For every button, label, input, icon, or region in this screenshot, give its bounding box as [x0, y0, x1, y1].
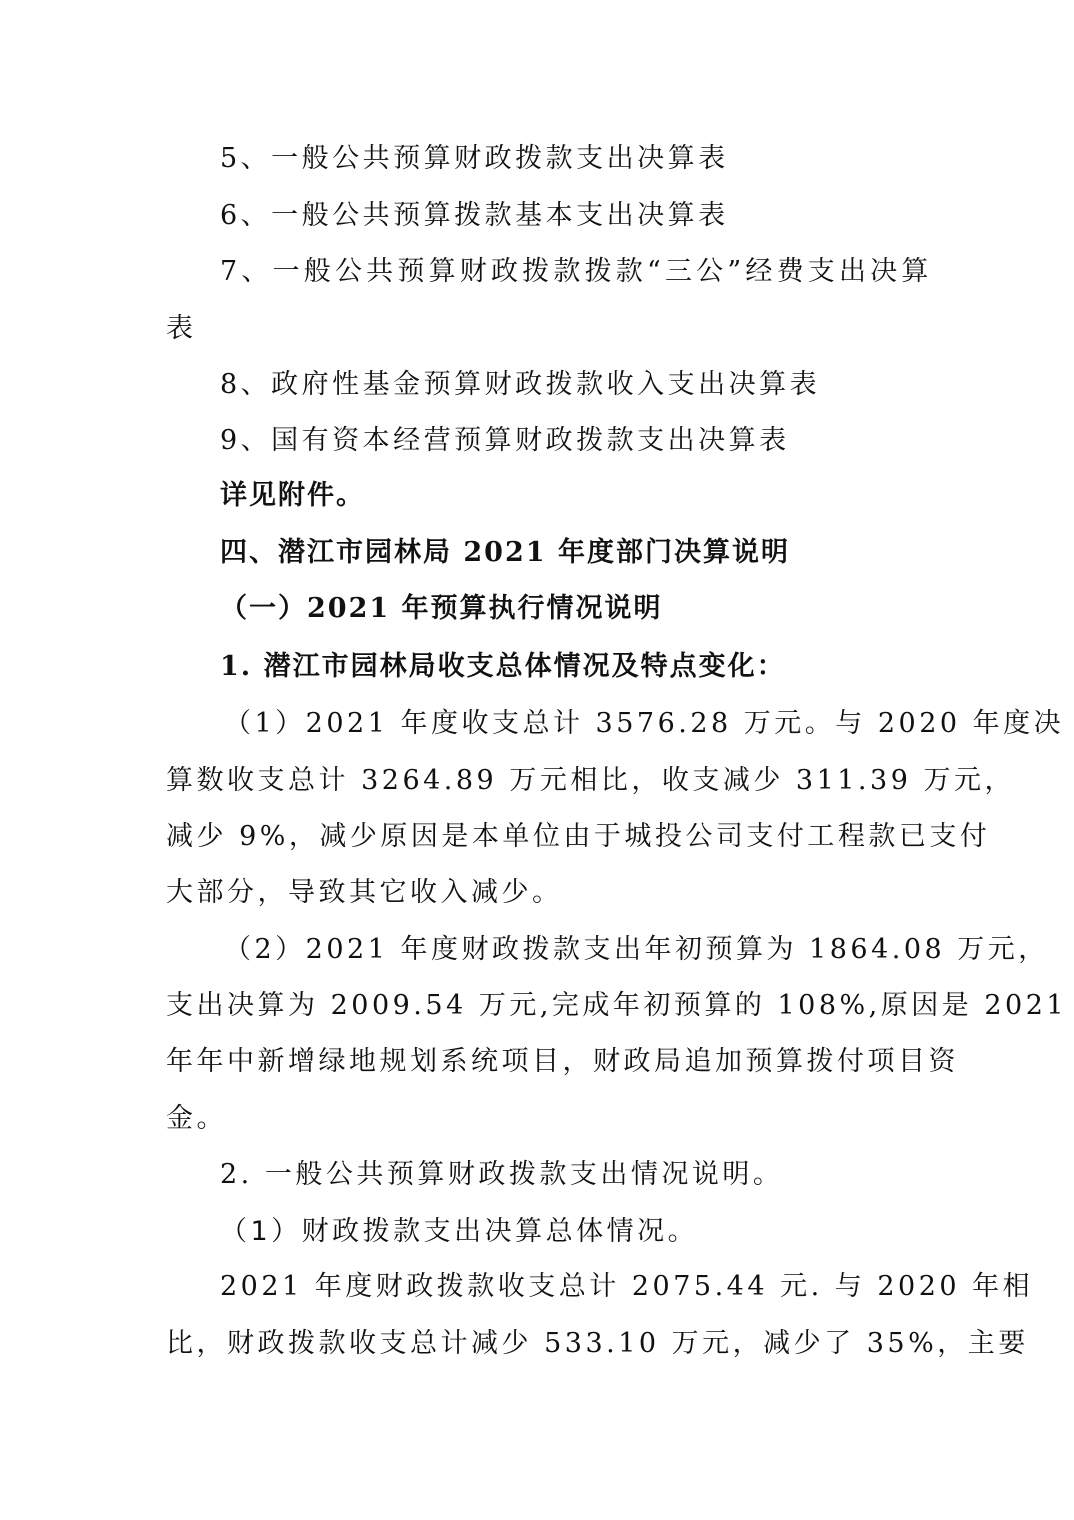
list-item-9: 9、国有资本经营预算财政拨款支出决算表 [220, 425, 790, 456]
list-item-7-continuation: 表 [166, 313, 197, 344]
subsection-heading: （一）2021 年预算执行情况说明 [220, 593, 663, 624]
paragraph2-line3: 年年中新增绿地规划系统项目，财政局追加预算拨付项目资 [166, 1046, 959, 1077]
sub-point1-heading: （1）财政拨款支出决算总体情况。 [220, 1216, 699, 1247]
list-item-6: 6、一般公共预算拨款基本支出决算表 [220, 200, 729, 231]
paragraph1-line4: 大部分，导致其它收入减少。 [166, 877, 563, 908]
point2-heading: 2. 一般公共预算财政拨款支出情况说明。 [220, 1159, 784, 1190]
paragraph1-line2: 算数收支总计 3264.89 万元相比，收支减少 311.39 万元， [166, 765, 1015, 796]
list-item-5: 5、一般公共预算财政拨款支出决算表 [220, 143, 729, 174]
paragraph2-line2: 支出决算为 2009.54 万元,完成年初预算的 108%,原因是 2021 [166, 990, 1068, 1021]
paragraph3-line2: 比，财政拨款收支总计减少 533.10 万元，减少了 35%，主要 [166, 1328, 1029, 1359]
paragraph2-line4: 金。 [166, 1103, 227, 1134]
list-item-8: 8、政府性基金预算财政拨款收入支出决算表 [220, 369, 821, 400]
section-heading: 四、潜江市园林局 2021 年度部门决算说明 [220, 537, 790, 568]
paragraph2-line1: （2）2021 年度财政拨款支出年初预算为 1864.08 万元， [224, 934, 1049, 965]
paragraph3-line1: 2021 年度财政拨款收支总计 2075.44 元. 与 2020 年相 [220, 1271, 1034, 1302]
paragraph1-line3: 减少 9%，减少原因是本单位由于城投公司支付工程款已支付 [166, 821, 991, 852]
see-attachment-text: 详见附件。 [220, 480, 365, 511]
paragraph1-line1: （1）2021 年度收支总计 3576.28 万元。与 2020 年度决 [224, 708, 1065, 739]
list-item-7: 7、一般公共预算财政拨款拨款“三公”经费支出决算 [220, 256, 933, 287]
point1-heading: 1. 潜江市园林局收支总体情况及特点变化： [220, 651, 786, 682]
